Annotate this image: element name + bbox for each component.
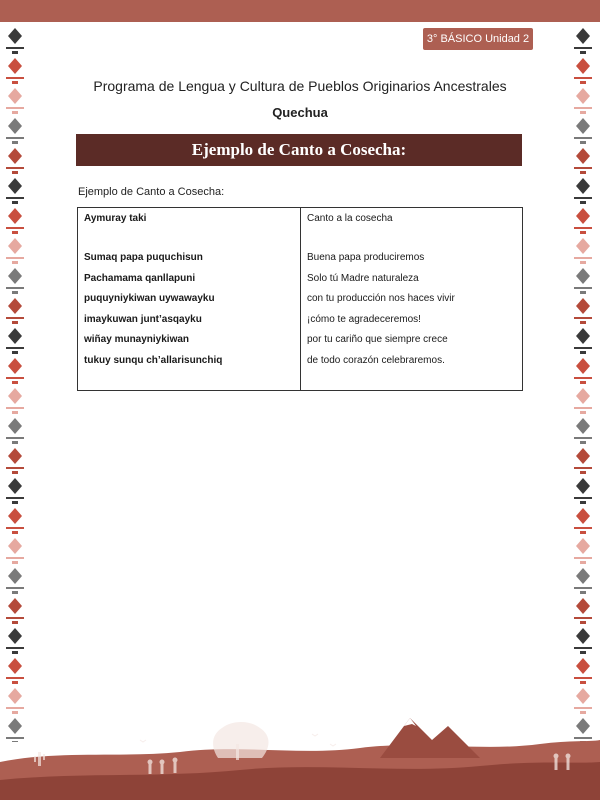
- quechua-song-title: Aymuray taki: [84, 213, 147, 224]
- right-decorative-border: [572, 22, 594, 742]
- quechua-column: [78, 208, 301, 390]
- quechua-line: Sumaq papa puquchisun: [84, 252, 203, 263]
- section-banner: Ejemplo de Canto a Cosecha:: [76, 134, 522, 166]
- quechua-line: imaykuwan junt’asqayku: [84, 313, 202, 325]
- program-title: Programa de Lengua y Cultura de Pueblos Originarios Ancestrales: [93, 78, 507, 94]
- spanish-line: Solo tú Madre naturaleza: [307, 272, 419, 284]
- quechua-line: wiñay munayniykiwan: [84, 334, 190, 345]
- left-decorative-border: [4, 22, 26, 742]
- quechua-line: Pachamama qanllapuni: [84, 272, 196, 284]
- spanish-line: de todo corazón celebraremos.: [307, 354, 445, 366]
- spanish-song-title: Canto a la cosecha: [307, 213, 393, 224]
- spanish-line: ¡cómo te agradeceremos!: [307, 313, 421, 325]
- language-subtitle: Quechua: [272, 105, 328, 120]
- top-header-bar: [0, 0, 600, 22]
- spanish-line: con tu producción nos haces vivir: [307, 293, 455, 304]
- landscape-illustration: [0, 700, 600, 800]
- intro-text: Ejemplo de Canto a Cosecha:: [78, 186, 225, 198]
- song-table: [77, 207, 523, 391]
- spanish-line: Buena papa produciremos: [307, 252, 425, 263]
- spanish-column: [301, 208, 522, 390]
- quechua-line: tukuy sunqu ch’allarisunchiq: [84, 354, 223, 366]
- quechua-line: puquyniykiwan uywawayku: [84, 293, 215, 304]
- spanish-line: por tu cariño que siempre crece: [307, 334, 448, 345]
- grade-unit-tab: 3° BÁSICO Unidad 2: [423, 28, 533, 50]
